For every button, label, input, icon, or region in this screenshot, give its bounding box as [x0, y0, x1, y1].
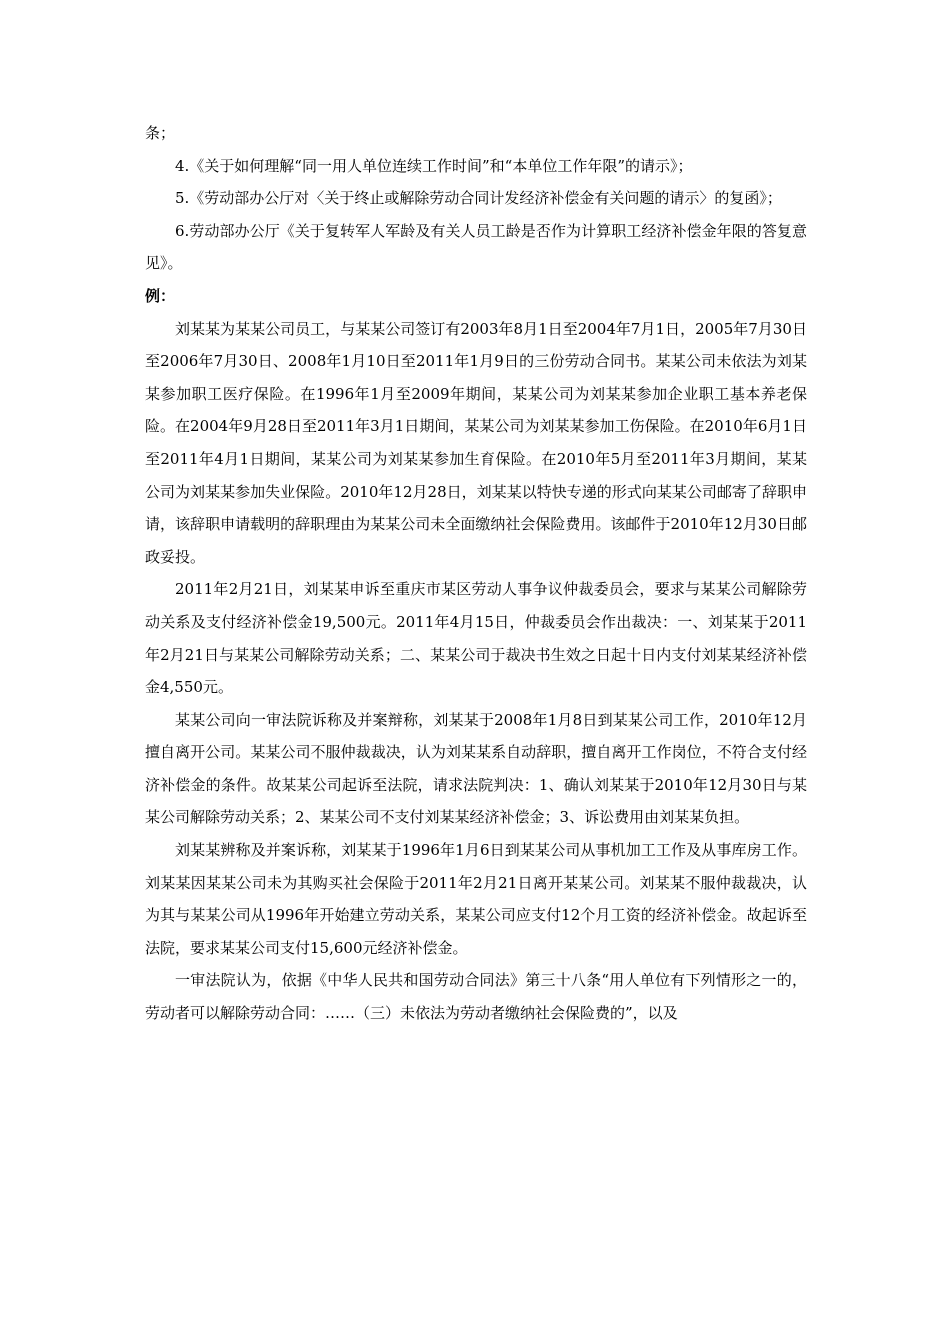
arbitration-paragraph: 2011年2月21日，刘某某申诉至重庆市某区劳动人事争议仲裁委员会，要求与某某公司解除劳动关系及支付经济补偿金19,500元。2011年4月15日，仲裁委员会作出裁决：一、刘某某于2011年2月21日与某某公司解除劳动关系；二、某某公司于裁决书生效之日起十日内支付刘某某经济补偿金4,550元。: [145, 580, 807, 697]
company-claim-paragraph: 某某公司向一审法院诉称及并案辩称，刘某某于2008年1月8日到某某公司工作，2010年12月擅自离开公司。某某公司不服仲裁裁决，认为刘某某系自动辞职，擅自离开工作岗位，不符合支付经济补偿金的条件。故某某公司起诉至法院，请求法院判决：1、确认刘某某于2010年12月30日与某某公司解除劳动关系；2、某某公司不支付刘某某经济补偿金；3、诉讼费用由刘某某负担。: [145, 710, 807, 827]
case-facts-paragraph: 刘某某为某某公司员工，与某某公司签订有2003年8月1日至2004年7月1日，2005年7月30日至2006年7月30日、2008年1月10日至2011年1月9日的三份劳动合同书。某某公司未依法为刘某某参加职工医疗保险。在1996年1月至2009年期间，某某公司为刘某某参加企业职工基本养老保险。在2004年9月28日至2011年3月1日期间，某某公司为刘某某参加工伤保险。在2010年6月1日至2011年4月1日期间，某某公司为刘某某参加生育保险。在2010年5月至2011年3月期间，某某公司为刘某某参加失业保险。2010年12月28日，刘某某以特快专递的形式向某某公司邮寄了辞职申请，该辞职申请载明的辞职理由为某某公司未全面缴纳社会保险费用。该邮件于2010年12月30日邮政妥投。: [145, 319, 807, 566]
employee-claim-paragraph: 刘某某辨称及并案诉称，刘某某于1996年1月6日到某某公司从事机加工工作及从事库房工作。刘某某因某某公司未为其购买社会保险于2011年2月21日离开某某公司。刘某某不服仲裁裁决，认为其与某某公司从1996年开始建立劳动关系，某某公司应支付12个月工资的经济补偿金。故起诉至法院，要求某某公司支付15,600元经济补偿金。: [145, 841, 807, 957]
reference-item-6: 6.劳动部办公厅《关于复转军人军龄及有关人员工龄是否作为计算职工经济补偿金年限的答复意见》。: [145, 221, 807, 273]
reference-item-5: 5.《劳动部办公厅对〈关于终止或解除劳动合同计发经济补偿金有关问题的请示〉的复函》；: [175, 189, 782, 208]
example-heading: 例：: [145, 286, 176, 305]
court-opinion-paragraph: 一审法院认为，依据《中华人民共和国劳动合同法》第三十八条“用人单位有下列情形之一的，劳动者可以解除劳动合同：……（三）未依法为劳动者缴纳社会保险费的”，以及: [145, 971, 807, 1023]
paragraph-fragment: 条；: [145, 124, 176, 142]
document-body: [145, 117, 807, 1030]
reference-item-4: 4.《关于如何理解“同一用人单位连续工作时间”和“本单位工作年限”的请示》；: [175, 156, 693, 175]
